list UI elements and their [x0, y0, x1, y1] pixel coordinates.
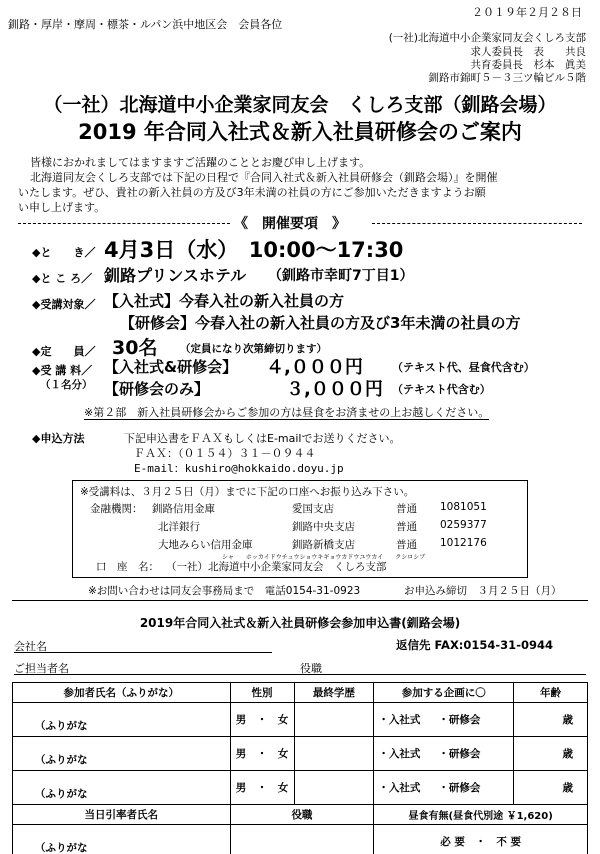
- capacity-label: ◆定 員／: [32, 345, 96, 358]
- fee-1-note: （テキスト代、昼食代含む）: [392, 361, 535, 374]
- leader-name-header: 当日引率者氏名: [13, 805, 231, 825]
- target-1: 【入社式】今春入社の新入社員の方: [104, 292, 345, 310]
- leader-position-header: 役職: [230, 805, 374, 825]
- intro-line-2: 北海道同友会くしろ支部では下記の日程で『合同入社式＆新入社員研修会（釧路会場）』を開催: [30, 171, 498, 184]
- program-options[interactable]: [374, 737, 514, 771]
- dashed-divider-left: [18, 223, 230, 224]
- lunch-options[interactable]: 必 要 ・ 不 要: [374, 825, 588, 854]
- bank-3-type: 普通: [396, 539, 417, 551]
- table-row: [13, 737, 588, 771]
- bank-1-name: 釧路信用金庫: [152, 503, 215, 515]
- bank-2-branch: 釧路中央支店: [292, 521, 355, 533]
- program-option-2[interactable]: ・研修会: [438, 714, 481, 726]
- date: ２０１９年２月２８日: [472, 6, 582, 19]
- col-program-header: 参加する企画に〇: [374, 683, 514, 703]
- col-sex-header: 性別: [230, 683, 294, 703]
- col-age-header: 年齢: [514, 683, 588, 703]
- section-heading: 《 開催要項 》: [234, 216, 346, 232]
- program-options[interactable]: [374, 771, 514, 805]
- reply-fax: 返信先 FAX:0154-31-0944: [396, 638, 553, 652]
- fee-2-note: （テキスト代含む）: [392, 383, 491, 396]
- intro-line-1: 皆様におかれましてはますますご活躍のこととお慶び申し上げます。: [30, 156, 371, 169]
- divider: [12, 600, 588, 601]
- leader-position-field[interactable]: [230, 825, 374, 854]
- participant-name-field[interactable]: （ふりがな: [13, 771, 231, 805]
- intro-line-4: い申し上げます。: [18, 201, 106, 214]
- company-label: 会社名: [14, 640, 47, 653]
- participant-table: [12, 682, 588, 854]
- contact-person-label: ご担当者名: [14, 662, 69, 675]
- apply-fax: ＦＡＸ：（０１５４）３１－０９４４: [134, 447, 316, 460]
- sender-org: (一社)北海道中小企業家同友会くしろ支部: [388, 32, 586, 44]
- age-field[interactable]: 歳: [514, 703, 588, 737]
- capacity-value: 30名: [112, 337, 158, 359]
- bank-2-number: 0259377: [440, 519, 487, 531]
- dashed-divider-right: [372, 223, 582, 224]
- form-title: 2019年合同入社式＆新入社員研修会参加申込書(釧路会場): [139, 616, 461, 630]
- intro-line-3: いたします。ぜひ、貴社の新入社員の方及び3年未満の社員の方にご参加いただきますようお願: [18, 186, 486, 199]
- leader-row: [13, 825, 588, 854]
- program-option-1[interactable]: ・入社式: [378, 714, 421, 726]
- account-holder: （一社）北海道中小企業家同友会 くしろ支部: [166, 561, 387, 573]
- contact-person-field[interactable]: [14, 674, 586, 675]
- event-date-time: 4月3日（水） 10:00～17:30: [104, 238, 404, 262]
- sex-options[interactable]: 男 ・ 女: [230, 771, 294, 805]
- account-holder-label: 口 座 名：: [96, 561, 159, 573]
- bank-1-branch: 愛国支店: [292, 503, 334, 515]
- apply-text: 下記申込書をＦＡＸもしくはE-mailでお送りください。: [124, 432, 401, 445]
- apply-label: ◆申込方法: [32, 432, 85, 445]
- col-name-header: 参加者氏名（ふりがな）: [13, 683, 231, 703]
- bank-2-name: 北洋銀行: [158, 521, 200, 533]
- contact-info: ※お問い合わせは同友会事務局まで 電話0154-31-0923: [88, 585, 361, 597]
- sender-address: 釧路市錦町５－３三ツ輪ビル５階: [428, 72, 586, 84]
- application-deadline: お申込み締切 ３月２５日（月）: [404, 585, 562, 597]
- bank-1-number: 1081051: [440, 501, 487, 513]
- bank-2-type: 普通: [396, 521, 417, 533]
- lunch-notice: ※第２部 新入社員研修会からご参加の方は昼食をお済ませの上お越しください。: [84, 406, 490, 419]
- participant-name-field[interactable]: （ふりがな: [13, 703, 231, 737]
- table-header-row: [13, 683, 588, 703]
- bank-3-name: 大地みらい信用金庫: [158, 539, 253, 551]
- age-field[interactable]: 歳: [514, 771, 588, 805]
- place-address: （釧路市幸町7丁目1）: [268, 268, 414, 284]
- table-row: [13, 703, 588, 737]
- bank-label: 金融機関：: [90, 503, 143, 515]
- date-label: ◆と き／: [32, 246, 96, 259]
- education-field[interactable]: [294, 737, 374, 771]
- sender-2: 共育委員長 杉本 眞美: [470, 59, 586, 71]
- program-option-1[interactable]: ・入社式: [378, 748, 421, 760]
- fee-2-name: 【研修会のみ】: [104, 380, 210, 398]
- sex-options[interactable]: 男 ・ 女: [230, 737, 294, 771]
- bank-1-type: 普通: [396, 503, 417, 515]
- position-label: 役職: [300, 662, 322, 675]
- bank-3-number: 1012176: [440, 537, 487, 549]
- program-option-2[interactable]: ・研修会: [438, 748, 481, 760]
- program-options[interactable]: [374, 703, 514, 737]
- recipients: 釧路・厚岸・摩周・標茶・ルパン浜中地区会 会員各位: [8, 18, 283, 31]
- fee-sub: （１名分）: [40, 379, 93, 391]
- place-label: ◆と こ ろ／: [32, 272, 93, 285]
- education-field[interactable]: [294, 771, 374, 805]
- program-option-2[interactable]: ・研修会: [438, 782, 481, 794]
- payment-notice: ※受講料は、３月２５日（月）までに下記の口座へお振り込み下さい。: [80, 486, 415, 498]
- leader-name-field[interactable]: （ふりがな: [13, 825, 231, 854]
- lunch-header: 昼食有無(昼食代別途 ￥1,620): [374, 805, 588, 825]
- target-label: ◆受講対象／: [32, 298, 96, 311]
- bank-3-branch: 釧路新橋支店: [292, 539, 355, 551]
- target-2: 【研修会】今春入社の新入社員の方及び3年未満の社員の方: [120, 314, 521, 332]
- sex-options[interactable]: 男 ・ 女: [230, 703, 294, 737]
- program-option-1[interactable]: ・入社式: [378, 782, 421, 794]
- leader-header-row: [13, 805, 588, 825]
- account-holder-kana: シャ ホッカイドウチュウショウキギョウカドウユウカイ クシロシブ: [222, 554, 426, 561]
- company-name-field[interactable]: [14, 652, 272, 653]
- col-education-header: 最終学歴: [294, 683, 374, 703]
- participant-name-field[interactable]: （ふりがな: [13, 737, 231, 771]
- capacity-note: （定員になり次第締切ります）: [180, 343, 327, 355]
- title-line-1: （一社）北海道中小企業家同友会 くしろ支部（釧路会場）: [43, 94, 557, 116]
- age-field[interactable]: 歳: [514, 737, 588, 771]
- fee-2-price: ３,０００円: [286, 379, 383, 400]
- sender-1: 求人委員長 表 共良: [470, 46, 586, 58]
- fee-1-name: 【入社式&研修会】: [104, 358, 238, 376]
- education-field[interactable]: [294, 703, 374, 737]
- fee-1-price: ４,０００円: [266, 357, 363, 378]
- apply-email[interactable]: E-mail：kushiro@hokkaido.doyu.jp: [134, 462, 344, 475]
- place-value: 釧路プリンスホテル: [104, 266, 247, 285]
- title-line-2: 2019 年合同入社式＆新入社員研修会のご案内: [78, 120, 522, 144]
- table-row: [13, 771, 588, 805]
- fee-label: ◆受 講 料／: [32, 364, 93, 377]
